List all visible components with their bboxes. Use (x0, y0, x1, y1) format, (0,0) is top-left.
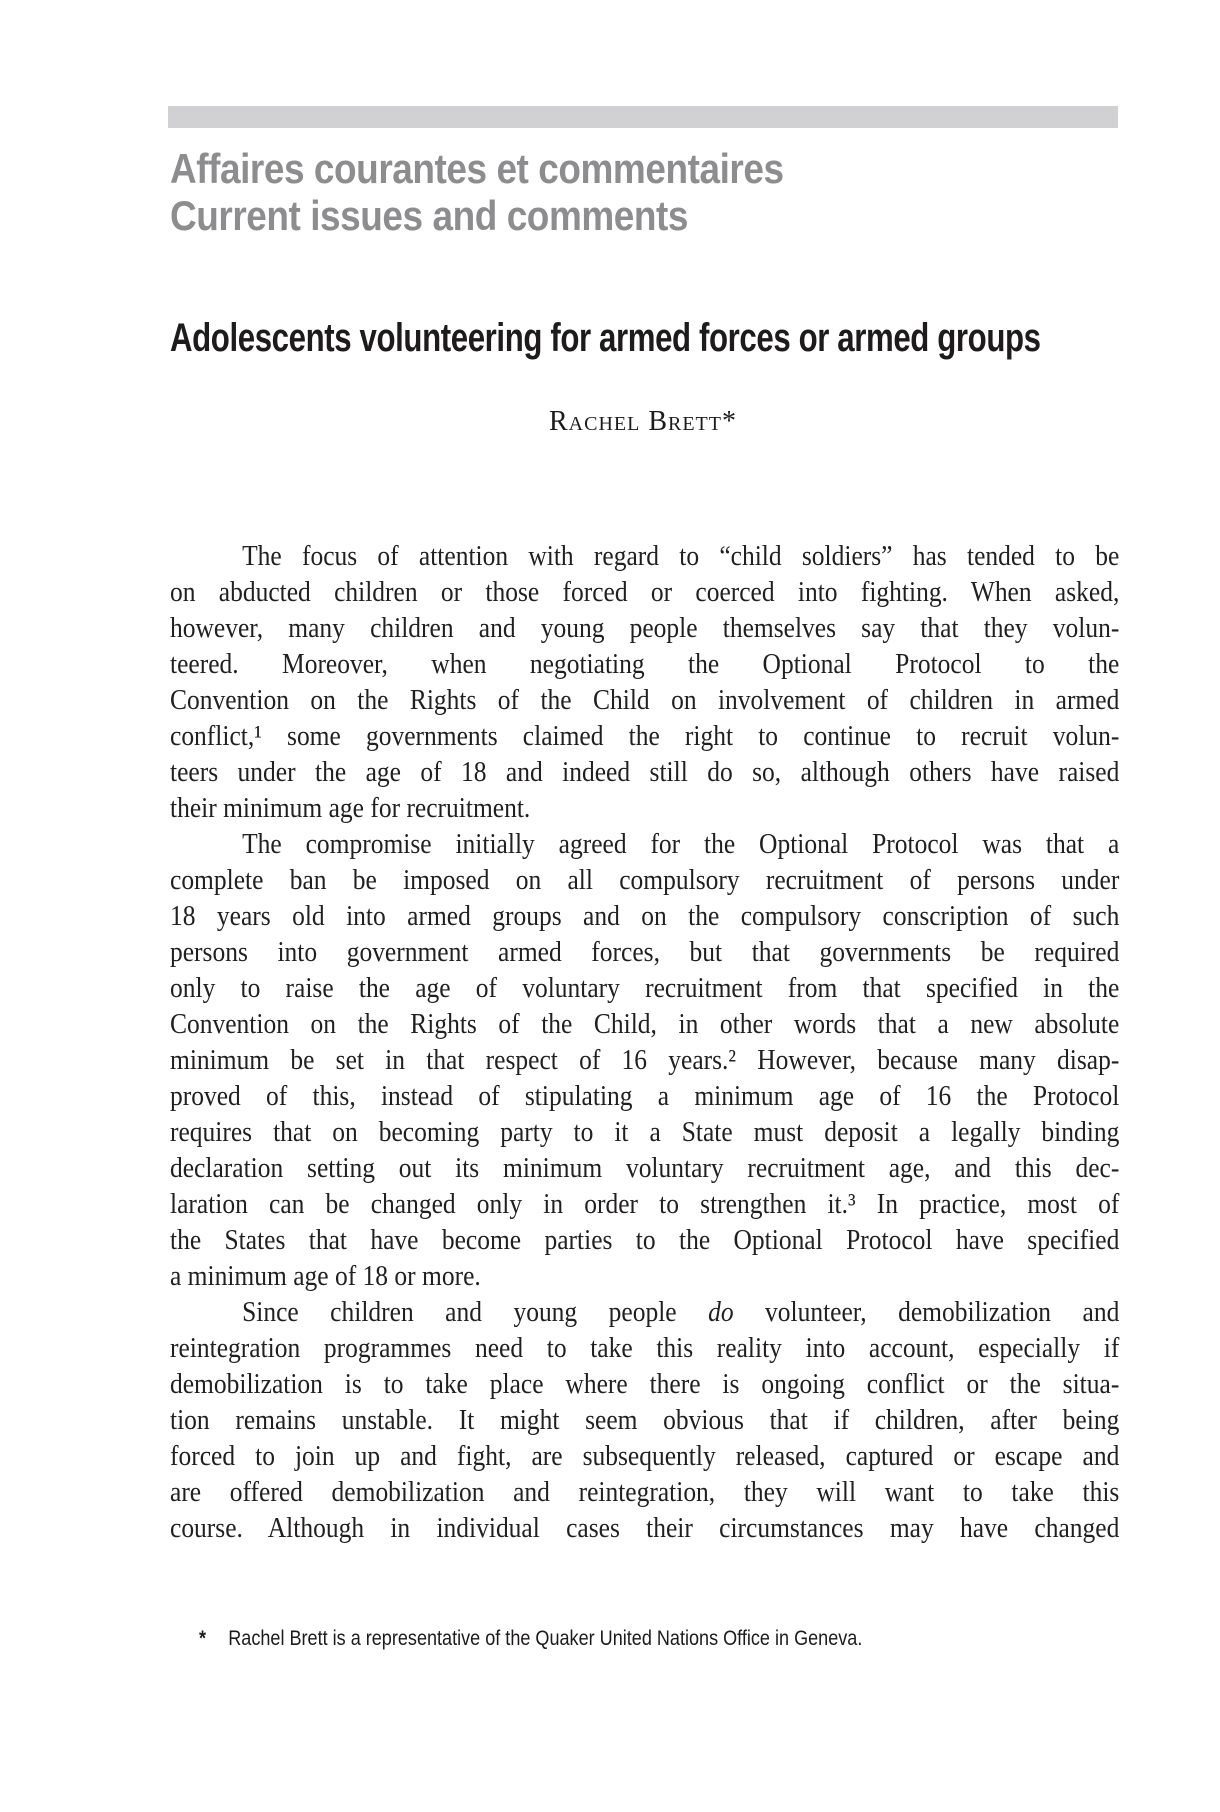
paragraph (170, 1294, 1119, 1546)
body-line-text: volunteer, demobilization and (733, 1296, 1120, 1328)
body-line: Convention on the Rights of the Child on involvement of children in armed (170, 684, 1120, 716)
body-line: laration can be changed only in order to strengthen it.³ In practice, most of (170, 1188, 1120, 1220)
body-line: complete ban be imposed on all compulsory recruitment of persons under (170, 864, 1120, 896)
body-line: Convention on the Rights of the Child, in other words that a new absolute (170, 1008, 1120, 1040)
section-heading (170, 145, 784, 239)
body-line: are offered demobilization and reintegration, they will want to take this (170, 1476, 1120, 1508)
section-heading-english: Current issues and comments (170, 192, 689, 239)
body-line: teers under the age of 18 and indeed still do so, although others have raised (170, 756, 1120, 788)
article-title: Adolescents volunteering for armed forces or armed groups (170, 316, 1041, 360)
section-divider-bar (168, 106, 1118, 128)
body-line: The compromise initially agreed for the Optional Protocol was that a (242, 828, 1120, 860)
emphasized-word: do (708, 1296, 734, 1328)
body-line: course. Although in individual cases their circumstances may have changed (170, 1512, 1120, 1544)
body-line: on abducted children or those forced or coerced into fighting. When asked, (170, 576, 1120, 608)
body-line: declaration setting out its minimum voluntary recruitment age, and this dec- (170, 1152, 1120, 1184)
body-line: proved of this, instead of stipulating a minimum age of 16 the Protocol (170, 1080, 1120, 1112)
footnote-text: Rachel Brett is a representative of the Quaker United Nations Office in Geneva. (228, 1627, 863, 1650)
footnote (199, 1626, 862, 1652)
body-line: a minimum age of 18 or more. (170, 1260, 481, 1292)
author-line: Rachel Brett* (548, 406, 737, 437)
body-line: minimum be set in that respect of 16 years.² However, because many disap- (170, 1044, 1120, 1076)
body-line: however, many children and young people themselves say that they volun- (170, 612, 1120, 644)
body-line: The focus of attention with regard to “child soldiers” has tended to be (242, 540, 1120, 572)
body-line: forced to join up and fight, are subsequently released, captured or escape and (170, 1440, 1120, 1472)
article-body (170, 538, 1119, 1546)
body-line-text: Since children and young people (242, 1296, 709, 1328)
body-line: their minimum age for recruitment. (170, 792, 531, 824)
paragraph (170, 826, 1119, 1294)
body-line: the States that have become parties to the Optional Protocol have specified (170, 1224, 1120, 1256)
paragraph (170, 538, 1119, 826)
footnote-marker: * (199, 1627, 207, 1650)
body-line: requires that on becoming party to it a State must deposit a legally binding (170, 1116, 1120, 1148)
body-line: persons into government armed forces, but that governments be required (170, 936, 1120, 968)
body-line: conflict,¹ some governments claimed the right to continue to recruit volun- (170, 720, 1120, 752)
body-line: teered. Moreover, when negotiating the Optional Protocol to the (170, 648, 1120, 680)
body-line: tion remains unstable. It might seem obvious that if children, after being (170, 1404, 1120, 1436)
body-line: demobilization is to take place where there is ongoing conflict or the situa- (170, 1368, 1120, 1400)
body-line: 18 years old into armed groups and on the compulsory conscription of such (170, 900, 1120, 932)
body-line: only to raise the age of voluntary recruitment from that specified in the (170, 972, 1120, 1004)
section-heading-french: Affaires courantes et commentaires (170, 145, 784, 192)
body-line (170, 1294, 1119, 1330)
body-line: reintegration programmes need to take this reality into account, especially if (170, 1332, 1120, 1364)
